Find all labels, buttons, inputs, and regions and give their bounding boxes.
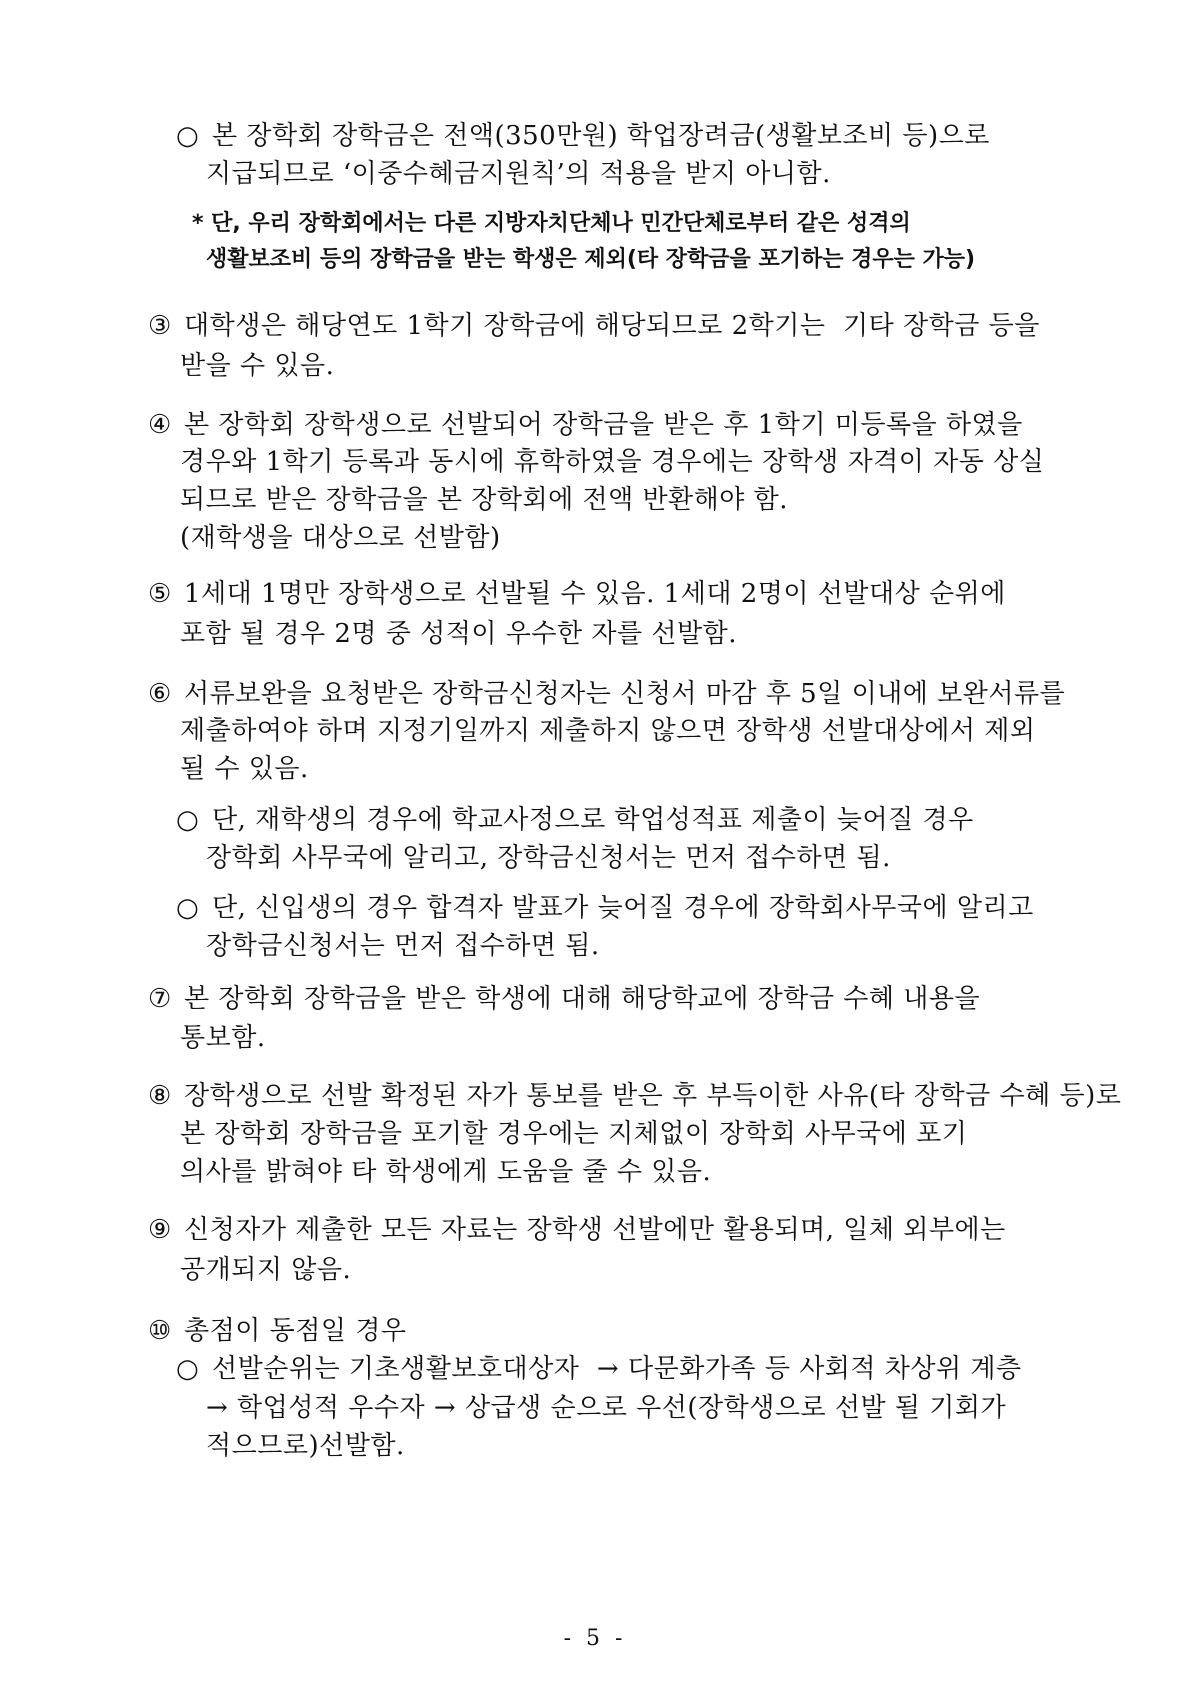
item-9-number: ⑨: [148, 1215, 172, 1245]
item-10-sub-1-line-2: → 학업성적 우수자 → 상급생 순으로 우선(장학생으로 선발 될 기회가: [206, 1393, 1007, 1423]
item-9-line-2: 공개되지 않음.: [180, 1255, 352, 1285]
intro-line-2: 지급되므로 ‘이중수혜금지원칙’의 적용을 받지 아니함.: [206, 159, 831, 189]
item-4-line-1: ④ 본 장학회 장학생으로 선발되어 장학금을 받은 후 1학기 미등록을 하였을: [148, 410, 1023, 440]
item-10-number: ⑩: [148, 1316, 172, 1346]
item-8-number: ⑧: [148, 1081, 172, 1111]
circle-bullet-icon: ○: [176, 1354, 200, 1384]
item-6-line-2: 제출하여야 하며 지정기일까지 제출하지 않으면 장학생 선발대상에서 제외: [180, 716, 1036, 746]
item-6-sub-1-line-2: 장학회 사무국에 알리고, 장학금신청서는 먼저 접수하면 됨.: [206, 843, 891, 873]
item-7-line-1: ⑦ 본 장학회 장학금을 받은 학생에 대해 해당학교에 장학금 수혜 내용을: [148, 984, 981, 1014]
item-6-line-3: 될 수 있음.: [180, 754, 309, 784]
item-9-line-1: ⑨ 신청자가 제출한 모든 자료는 장학생 선발에만 활용되며, 일체 외부에는: [148, 1215, 1006, 1245]
note-line-1: * 단, 우리 장학회에서는 다른 지방자치단체나 민간단체로부터 같은 성격의: [192, 211, 911, 236]
item-3-line-2: 받을 수 있음.: [180, 351, 335, 381]
item-5-number: ⑤: [148, 579, 172, 609]
item-4-line-3: 되므로 받은 장학금을 본 장학회에 전액 반환해야 함.: [180, 485, 789, 515]
item-4-line-2: 경우와 1학기 등록과 동시에 휴학하였을 경우에는 장학생 자격이 자동 상실: [180, 447, 1045, 477]
note-line-2: 생활보조비 등의 장학금을 받는 학생은 제외(타 장학금을 포기하는 경우는 가능): [206, 247, 976, 272]
item-6-sub-1-line-1: ○ 단, 재학생의 경우에 학교사정으로 학업성적표 제출이 늦어질 경우: [176, 805, 974, 835]
item-3-number: ③: [148, 311, 172, 341]
item-5-line-1: ⑤ 1세대 1명만 장학생으로 선발될 수 있음. 1세대 2명이 선발대상 순위에: [148, 579, 1006, 609]
page-number: - 5 -: [563, 1626, 627, 1651]
item-6-sub-2-line-2: 장학금신청서는 먼저 접수하면 됨.: [206, 931, 600, 961]
item-10-line-1: ⑩ 총점이 동점일 경우: [148, 1316, 407, 1346]
item-7-line-2: 통보함.: [180, 1023, 266, 1053]
item-3-line-1: ③ 대학생은 해당연도 1학기 장학금에 해당되므로 2학기는 기타 장학금 등을: [148, 311, 1040, 341]
item-10-sub-1-line-3: 적으므로)선발함.: [206, 1431, 405, 1461]
item-6-number: ⑥: [148, 679, 172, 709]
circle-bullet-icon: ○: [176, 121, 200, 151]
item-6-sub-2-line-1: ○ 단, 신입생의 경우 합격자 발표가 늦어질 경우에 장학회사무국에 알리고: [176, 893, 1034, 923]
item-6-line-1: ⑥ 서류보완을 요청받은 장학금신청자는 신청서 마감 후 5일 이내에 보완서류를: [148, 679, 1066, 709]
item-4-line-4: (재학생을 대상으로 선발함): [180, 523, 501, 553]
item-4-number: ④: [148, 410, 172, 440]
item-8-line-3: 의사를 밝혀야 타 학생에게 도움을 줄 수 있음.: [180, 1157, 712, 1187]
circle-bullet-icon: ○: [176, 805, 200, 835]
circle-bullet-icon: ○: [176, 893, 200, 923]
item-8-line-2: 본 장학회 장학금을 포기할 경우에는 지체없이 장학회 사무국에 포기: [180, 1119, 968, 1149]
item-7-number: ⑦: [148, 984, 172, 1014]
item-8-line-1: ⑧ 장학생으로 선발 확정된 자가 통보를 받은 후 부득이한 사유(타 장학금 수혜 등)로: [148, 1081, 1122, 1111]
item-5-line-2: 포함 될 경우 2명 중 성적이 우수한 자를 선발함.: [180, 619, 738, 649]
intro-line-1: ○ 본 장학회 장학금은 전액(350만원) 학업장려금(생활보조비 등)으로: [176, 121, 990, 151]
item-10-sub-1-line-1: ○ 선발순위는 기초생활보호대상자 → 다문화가족 등 사회적 차상위 계층: [176, 1354, 1022, 1384]
